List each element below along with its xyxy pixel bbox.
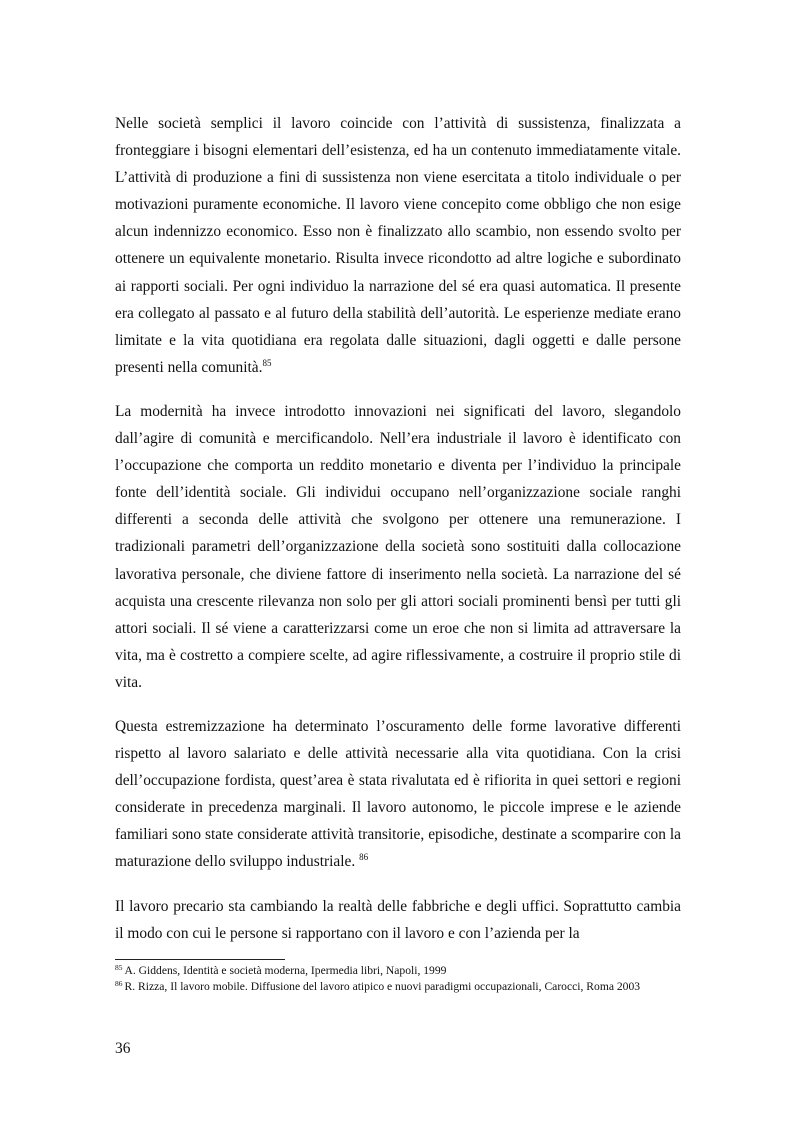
- footnote-ref-86[interactable]: 86: [359, 852, 369, 863]
- footnote-86-text: R. Rizza, Il lavoro mobile. Diffusione del lavoro atipico e nuovi paradigmi occupazionali, Carocci, Roma 2003: [124, 979, 641, 993]
- footnote-85-number: 85: [115, 963, 123, 972]
- paragraph-2: [115, 398, 681, 696]
- paragraph-4: [115, 893, 681, 947]
- footnote-86: [115, 980, 681, 995]
- footnote-85: [115, 964, 681, 979]
- paragraph-1: [115, 110, 681, 381]
- page-number: 36: [115, 1040, 131, 1057]
- footnote-ref-85[interactable]: 85: [262, 357, 272, 368]
- footnote-86-number: 86: [115, 978, 123, 988]
- document-body: [115, 110, 681, 964]
- footnote-separator: [115, 959, 285, 960]
- paragraph-3: [115, 713, 681, 876]
- paragraph-1-text: Nelle società semplici il lavoro coincide con l’attività di sussistenza, finalizzata a fronteggiare i bisogni elementari dell’esistenza, ed ha un contenuto immediatamente vitale. L’attività di produzione a fini di sussistenza non viene esercitata a titolo individuale o per motivazioni puramente economiche. Il lavoro viene concepito come obbligo che non esige alcun indennizzo economico. Esso non è finalizzato allo scambio, non essendo svolto per ottenere un equivalente monetario. Risulta invece ricondotto ad altre logiche e subordinato ai rapporti sociali. Per ogni individuo la narrazione del sé era quasi automatica. Il presente era collegato al passato e al futuro della stabilità dell’autorità. Le esperienze mediate erano limitate e la vita quotidiana era regolata dalle situazioni, dagli oggetti e dalle persone presenti nella comunità.: [115, 115, 681, 376]
- paragraph-3-text: Questa estremizzazione ha determinato l’oscuramento delle forme lavorative differenti rispetto al lavoro salariato e delle attività necessarie alla vita quotidiana. Con la crisi dell’occupazione fordista, quest’area è stata rivalutata ed è rifiorita in quei settori e regioni considerate in precedenza marginali. Il lavoro autonomo, le piccole imprese e le aziende familiari sono state considerate attività transitorie, episodiche, destinate a scomparire con la maturazione dello sviluppo industriale.: [115, 717, 681, 871]
- paragraph-2-text: La modernità ha invece introdotto innovazioni nei significati del lavoro, slegandolo dall’agire di comunità e mercificandolo. Nell’era industriale il lavoro è identificato con l’occupazione che comporta un reddito monetario e diventa per l’individuo la principale fonte dell’identità sociale. Gli individui occupano nell’organizzazione sociale ranghi differenti a seconda delle attività che svolgono per ottenere una remunerazione. I tradizionali parametri dell’organizzazione della società sono sostituiti dalla collocazione lavorativa personale, che diviene fattore di inserimento nella società. La narrazione del sé acquista una crescente rilevanza non solo per gli attori sociali prominenti bensì per tutti gli attori sociali. Il sé viene a caratterizzarsi come un eroe che non si limita ad attraversare la vita, ma è costretto a compiere scelte, ad agire riflessivamente, a costruire il proprio stile di vita.: [115, 402, 681, 691]
- footnotes-section: [115, 964, 681, 995]
- footnote-85-text: A. Giddens, Identità e società moderna, Ipermedia libri, Napoli, 1999: [124, 964, 447, 977]
- paragraph-4-text: Il lavoro precario sta cambiando la realtà delle fabbriche e degli uffici. Soprattutto cambia il modo con cui le persone si rapportano con il lavoro e con l’azienda per la: [115, 897, 681, 942]
